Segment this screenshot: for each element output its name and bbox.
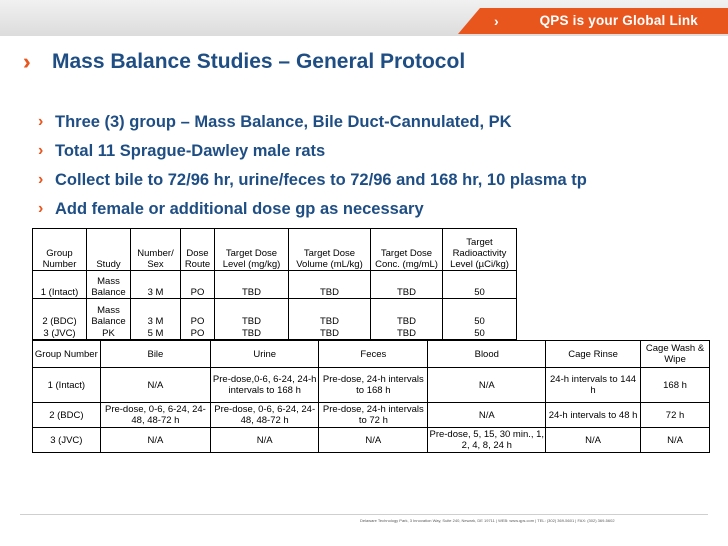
footer-divider xyxy=(20,514,708,515)
study-design-table xyxy=(32,228,517,340)
bullet-text: Total 11 Sprague-Dawley male rats xyxy=(55,142,326,160)
header-cell: Study xyxy=(87,229,131,271)
table-cell: 5 M xyxy=(131,327,181,340)
table-cell: N/A xyxy=(428,368,546,403)
bullet-chevron-icon: › xyxy=(38,200,44,217)
table-cell: Pre-dose, 24-h intervals to 168 h xyxy=(319,368,428,403)
table-cell: PO xyxy=(181,271,215,299)
header-cell: Group Number xyxy=(33,341,101,368)
table-cell: 3 (JVC) xyxy=(43,328,76,339)
table-cell: N/A xyxy=(211,428,319,453)
table-cell: TBD xyxy=(289,299,371,327)
table-cell: PO xyxy=(181,299,215,327)
slide-title: Mass Balance Studies – General Protocol xyxy=(52,50,466,73)
table-cell: TBD xyxy=(215,299,289,327)
header-cell: Urine xyxy=(211,341,319,368)
table-row xyxy=(33,368,710,403)
bullet-item xyxy=(38,113,698,142)
table-cell: N/A xyxy=(100,428,210,453)
table-cell: Pre-dose,0-6, 6-24, 24-h intervals to 168 h xyxy=(211,368,319,403)
double-chevron-icon: ›› xyxy=(23,49,24,74)
chevron-right-icon: › xyxy=(494,13,499,29)
header-cell: Dose Route xyxy=(181,229,215,271)
table-cell: 2 (BDC) xyxy=(33,299,87,327)
sample-collection-table xyxy=(32,340,710,453)
header-cell: Target Radioactivity Level (µCi/kg) xyxy=(443,229,517,271)
bullet-item xyxy=(38,142,698,171)
table-cell: 3 M xyxy=(131,299,181,327)
table-cell: 1 (Intact) xyxy=(33,368,101,403)
table-cell: 72 h xyxy=(641,403,710,428)
footer xyxy=(0,500,728,546)
table-cell: Mass Balance xyxy=(87,271,131,299)
header-cell: Blood xyxy=(428,341,546,368)
header-cell: Number/ Sex xyxy=(131,229,181,271)
table-row xyxy=(33,403,710,428)
table-cell: TBD xyxy=(215,271,289,299)
bullet-item xyxy=(38,200,698,229)
table-cell: 50 xyxy=(443,271,517,299)
header-cell: Target Dose Conc. (mg/mL) xyxy=(371,229,443,271)
header-cell: Cage Wash & Wipe xyxy=(641,341,710,368)
table-cell: PO xyxy=(181,327,215,340)
header-cell: Group Number xyxy=(33,229,87,271)
table-cell: N/A xyxy=(641,428,710,453)
table-cell: TBD xyxy=(289,327,371,340)
header-cell: Cage Rinse xyxy=(546,341,641,368)
table-cell: TBD xyxy=(371,271,443,299)
bullet-text: Collect bile to 72/96 hr, urine/feces to 72/96 and 168 hr, 10 plasma tp xyxy=(55,171,587,189)
table-cell: 1 (Intact) xyxy=(40,287,79,298)
table-cell: TBD xyxy=(215,327,289,340)
bullet-chevron-icon: › xyxy=(38,142,44,159)
table-cell: TBD xyxy=(289,271,371,299)
table-cell: 2 (BDC) xyxy=(33,403,101,428)
bullet-text: Add female or additional dose gp as necessary xyxy=(55,200,424,218)
table-cell: PK xyxy=(87,327,131,340)
table-row xyxy=(33,299,517,327)
header-row xyxy=(33,341,710,368)
table-cell: N/A xyxy=(319,428,428,453)
header-cell: Target Dose Volume (mL/kg) xyxy=(289,229,371,271)
table-cell: 3 M xyxy=(131,271,181,299)
table-row xyxy=(33,327,517,340)
table-cell: TBD xyxy=(371,299,443,327)
table-cell: Pre-dose, 5, 15, 30 min., 1, 2, 4, 8, 24 h xyxy=(429,429,545,451)
header-bar xyxy=(0,0,728,36)
table-cell: 168 h xyxy=(641,368,710,403)
table-cell: N/A xyxy=(100,368,210,403)
bullet-list xyxy=(38,113,698,229)
table-cell: 50 xyxy=(443,299,517,327)
table-cell: Pre-dose, 0-6, 6-24, 24-48, 48-72 h xyxy=(100,403,210,428)
table-cell: Pre-dose, 0-6, 6-24, 24-48, 48-72 h xyxy=(211,403,319,428)
table-cell: N/A xyxy=(428,403,546,428)
table-cell: TBD xyxy=(371,327,443,340)
bullet-chevron-icon: › xyxy=(38,171,44,188)
table-cell: N/A xyxy=(546,428,641,453)
bullet-item xyxy=(38,171,698,200)
bullet-text: Three (3) group – Mass Balance, Bile Duct-Cannulated, PK xyxy=(55,113,512,131)
footer-contact: Delaware Technology Park, 3 Innovation Way, Suite 240, Newark, DE 19711 | WEB: www.qps.com | TEL: (302) 369-5601 | FAX: (302) 369-5602 xyxy=(360,518,615,523)
header-cell: Target Dose Level (mg/kg) xyxy=(215,229,289,271)
header-cell: Bile xyxy=(100,341,210,368)
header-tagline: QPS is your Global Link xyxy=(539,13,698,28)
table-cell: Pre-dose, 24-h intervals to 72 h xyxy=(319,403,428,428)
table-cell: 50 xyxy=(443,327,517,340)
table-cell: 24-h intervals to 144 h xyxy=(546,368,641,403)
table-row xyxy=(33,428,710,453)
table-row xyxy=(33,271,517,299)
table-cell: 24-h intervals to 48 h xyxy=(546,403,641,428)
table-cell: 3 (JVC) xyxy=(33,428,101,453)
header-cell: Feces xyxy=(319,341,428,368)
bullet-chevron-icon: › xyxy=(38,113,44,130)
table-cell: Mass Balance xyxy=(87,299,131,327)
